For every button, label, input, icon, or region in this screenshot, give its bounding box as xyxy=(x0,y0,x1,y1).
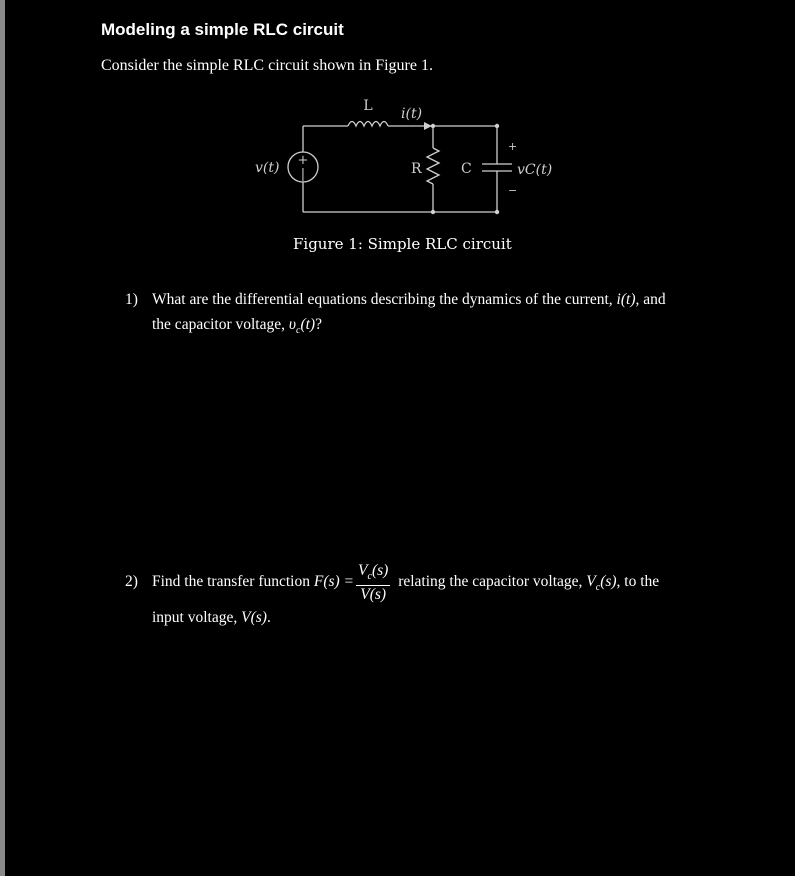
inductor-label: L xyxy=(363,98,373,114)
figure-caption: Figure 1: Simple RLC circuit xyxy=(293,235,512,253)
capacitor-voltage-symbol: $\upsilon_c(t)$ xyxy=(288,316,316,337)
capacitor-voltage-symbol: $V_c(s)$ xyxy=(586,573,617,594)
question-text: relating the capacitor voltage, xyxy=(398,573,583,591)
question-text: Find the transfer function xyxy=(152,573,310,591)
question-text: , to the xyxy=(616,573,660,591)
document-page xyxy=(5,0,795,876)
question-text: the capacitor voltage, xyxy=(152,316,285,333)
question-1 xyxy=(125,287,705,343)
input-voltage-symbol: V(s) xyxy=(241,609,267,627)
question-text: What are the differential equations describing the dynamics of the current, xyxy=(152,291,613,308)
resistor-label: R xyxy=(411,161,422,177)
question-2 xyxy=(125,562,715,627)
current-symbol: i(t) xyxy=(616,291,636,308)
current-label: i(t) xyxy=(401,106,423,122)
current-arrow-icon xyxy=(424,122,432,130)
capacitor-plus: + xyxy=(508,140,518,153)
question-text: ? xyxy=(315,316,322,333)
question-number: 2) xyxy=(125,573,138,591)
transfer-function-fraction: $\frac{V_c(s)}{V(s)}$ xyxy=(358,562,389,604)
page-title: Modeling a simple RLC circuit xyxy=(101,20,344,39)
capacitor-voltage-label: vC(t) xyxy=(517,162,553,178)
question-text: , and xyxy=(635,291,666,308)
question-number: 1) xyxy=(125,291,138,308)
question-text: input voltage, xyxy=(152,609,238,627)
source-voltage-label: v(t) xyxy=(255,160,280,176)
capacitor-label: C xyxy=(461,161,472,177)
capacitor-minus: − xyxy=(508,184,518,197)
source-minus: | xyxy=(300,167,306,182)
transfer-function-symbol: F(s) = xyxy=(313,573,355,591)
rlc-circuit-figure xyxy=(241,96,561,226)
intro-paragraph: Consider the simple RLC circuit shown in Figure 1. xyxy=(101,57,433,74)
source-plus: + xyxy=(297,153,309,168)
question-text: . xyxy=(266,609,271,627)
